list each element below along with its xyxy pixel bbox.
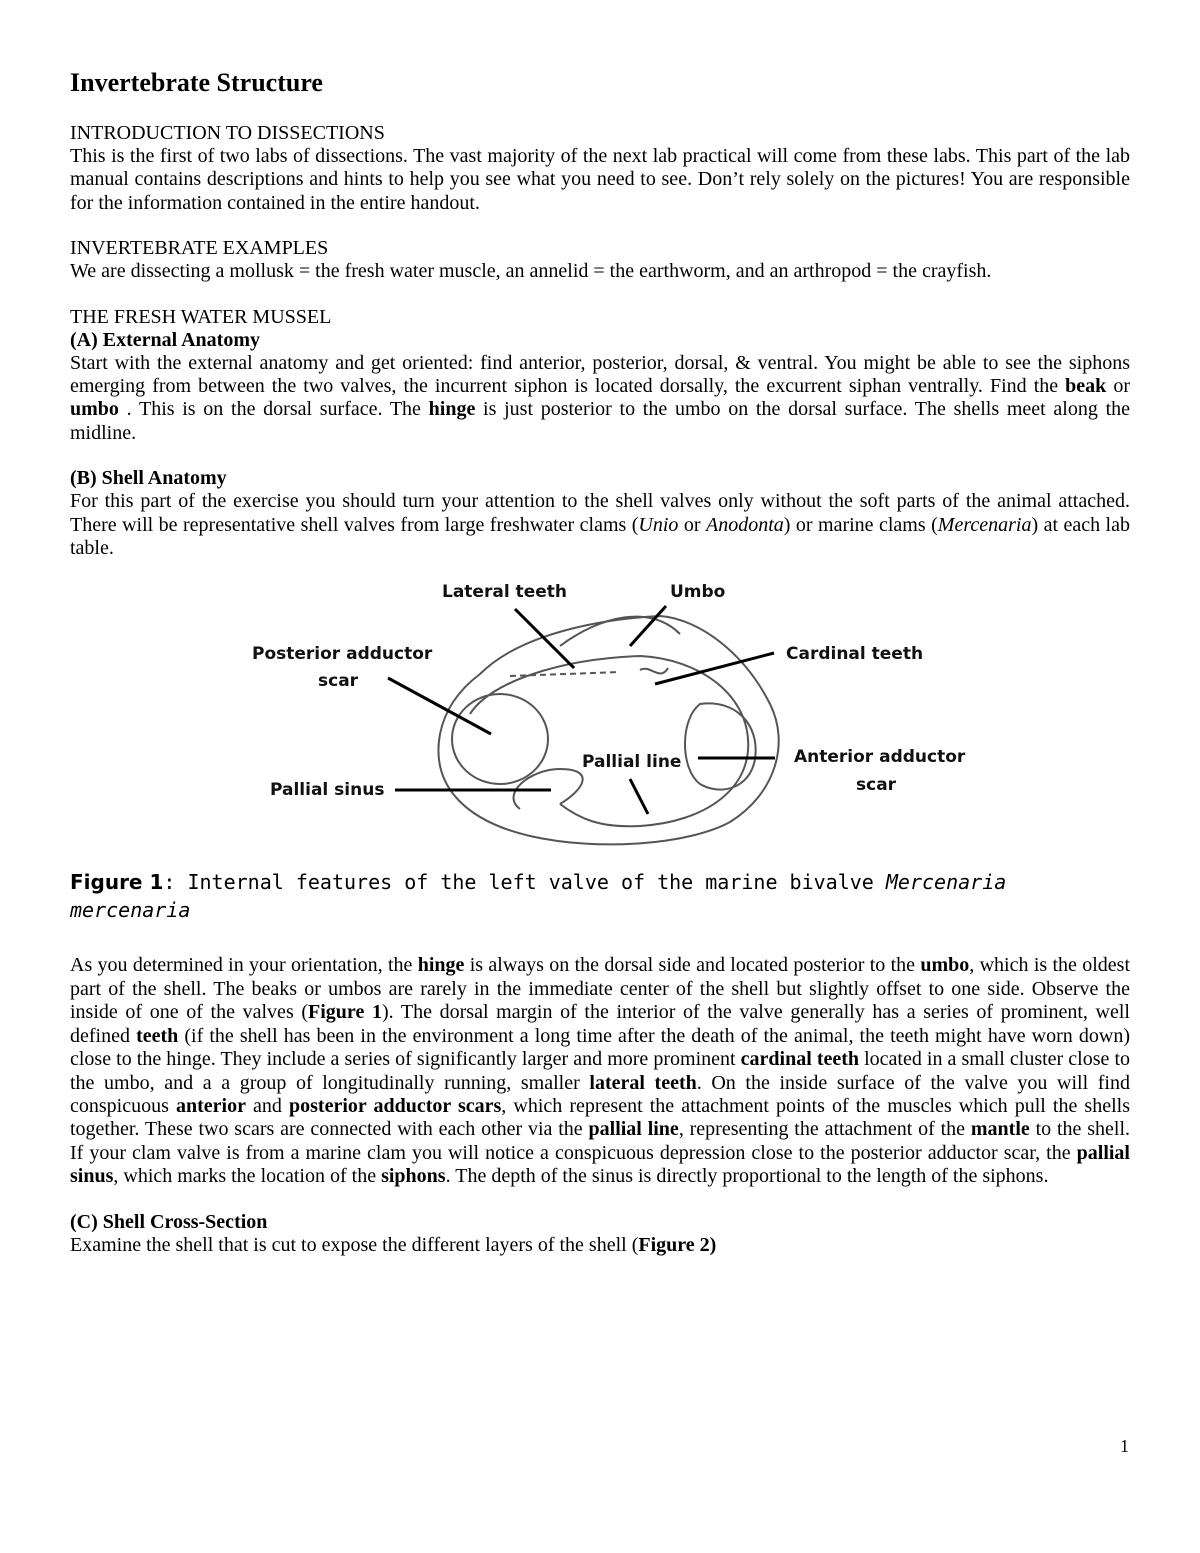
cross-section-heading: (C) Shell Cross-Section bbox=[70, 1210, 268, 1233]
document-title: Invertebrate Structure bbox=[70, 68, 323, 97]
label-lateral-teeth: Lateral teeth bbox=[442, 582, 567, 603]
intro-heading: INTRODUCTION TO DISSECTIONS bbox=[70, 122, 385, 144]
cross-section-text: Examine the shell that is cut to expose the different layers of the shell (Figure 2) bbox=[70, 1233, 717, 1256]
examples-section bbox=[70, 237, 1130, 283]
label-anterior-adductor-2: scar bbox=[856, 775, 897, 796]
label-cardinal-teeth: Cardinal teeth bbox=[786, 644, 924, 665]
shell-anatomy-heading: (B) Shell Anatomy bbox=[70, 467, 227, 490]
cross-section-section bbox=[70, 1211, 1130, 1257]
figure-1-shell-diagram bbox=[0, 564, 1200, 864]
label-pallial-sinus: Pallial sinus bbox=[270, 780, 385, 801]
label-umbo: Umbo bbox=[670, 582, 726, 603]
label-pallial-line: Pallial line bbox=[582, 752, 682, 773]
shell-anatomy-section bbox=[70, 467, 1130, 560]
document-page bbox=[70, 66, 1130, 1257]
mussel-heading: THE FRESH WATER MUSSEL bbox=[70, 305, 332, 328]
label-posterior-adductor-2: scar bbox=[318, 671, 359, 692]
examples-text: We are dissecting a mollusk = the fresh water muscle, an annelid = the earthworm, and an arthropod = the crayfish. bbox=[70, 260, 992, 283]
shell-anatomy-text: For this part of the exercise you should turn your attention to the shell valves only without the soft parts of the animal attached. There will be representative shell valves from large freshwater clams (Unio or Anodonta) or marine clams (Mercenaria) at each lab table. bbox=[70, 490, 1130, 560]
label-posterior-adductor-1: Posterior adductor bbox=[252, 644, 433, 665]
figure-1-caption: Figure 1: Internal features of the left valve of the marine bivalve Mercenaria mercenaria bbox=[70, 870, 1007, 923]
shell-body-text: As you determined in your orientation, the hinge is always on the dorsal side and located posterior to the umbo, which is the oldest part of the shell. The beaks or umbos are rarely in the immediate center of the shell but slightly offset to one side. Observe the inside of one of the valves (Figure 1). The dorsal margin of the interior of the valve generally has a series of prominent, well defined teeth (if the shell has been in the environment a long time after the death of the animal, the teeth might have worn down) close to the hinge. They include a series of significantly larger and more prominent cardinal teeth located in a small cluster close to the umbo, and a a group of longitudinally running, smaller lateral teeth. On the inside surface of the valve you will find conspicuous anterior and posterior adductor scars, which represent the attachment points of the muscles which pull the shells together. These two scars are connected with each other via the pallial line, representing the attachment of the mantle to the shell. If your clam valve is from a marine clam you will notice a conspicuous depression close to the posterior adductor scar, the pallial sinus, which marks the location of the siphons. The depth of the sinus is directly proportional to the length of the siphons. bbox=[70, 954, 1131, 1188]
page-number: 1 bbox=[1120, 1436, 1129, 1456]
examples-heading: INVERTEBRATE EXAMPLES bbox=[70, 237, 329, 260]
intro-section bbox=[70, 122, 1130, 215]
external-anatomy-text: Start with the external anatomy and get oriented: find anterior, posterior, dorsal, & ventral. You might be able to see the siphons emerging from between the two valves, the incurrent siphon is located dorsally, the excurrent siphan ventrally. Find the beak or umbo . This is on the dorsal surface. The hinge is just posterior to the umbo on the dorsal surface. The shells meet along the midline. bbox=[70, 351, 1131, 444]
label-anterior-adductor-1: Anterior adductor bbox=[794, 747, 966, 768]
shell-diagram-svg bbox=[0, 564, 1200, 864]
shell-body-section bbox=[70, 954, 1130, 1188]
mussel-section bbox=[70, 306, 1130, 446]
intro-text: This is the first of two labs of dissections. The vast majority of the next lab practical will come from these labs. This part of the lab manual contains descriptions and hints to help you see what you need to see. Don’t rely solely on the pictures! You are responsible for the information contained in the entire handout. bbox=[70, 145, 1130, 214]
external-anatomy-heading: (A) External Anatomy bbox=[70, 328, 260, 351]
